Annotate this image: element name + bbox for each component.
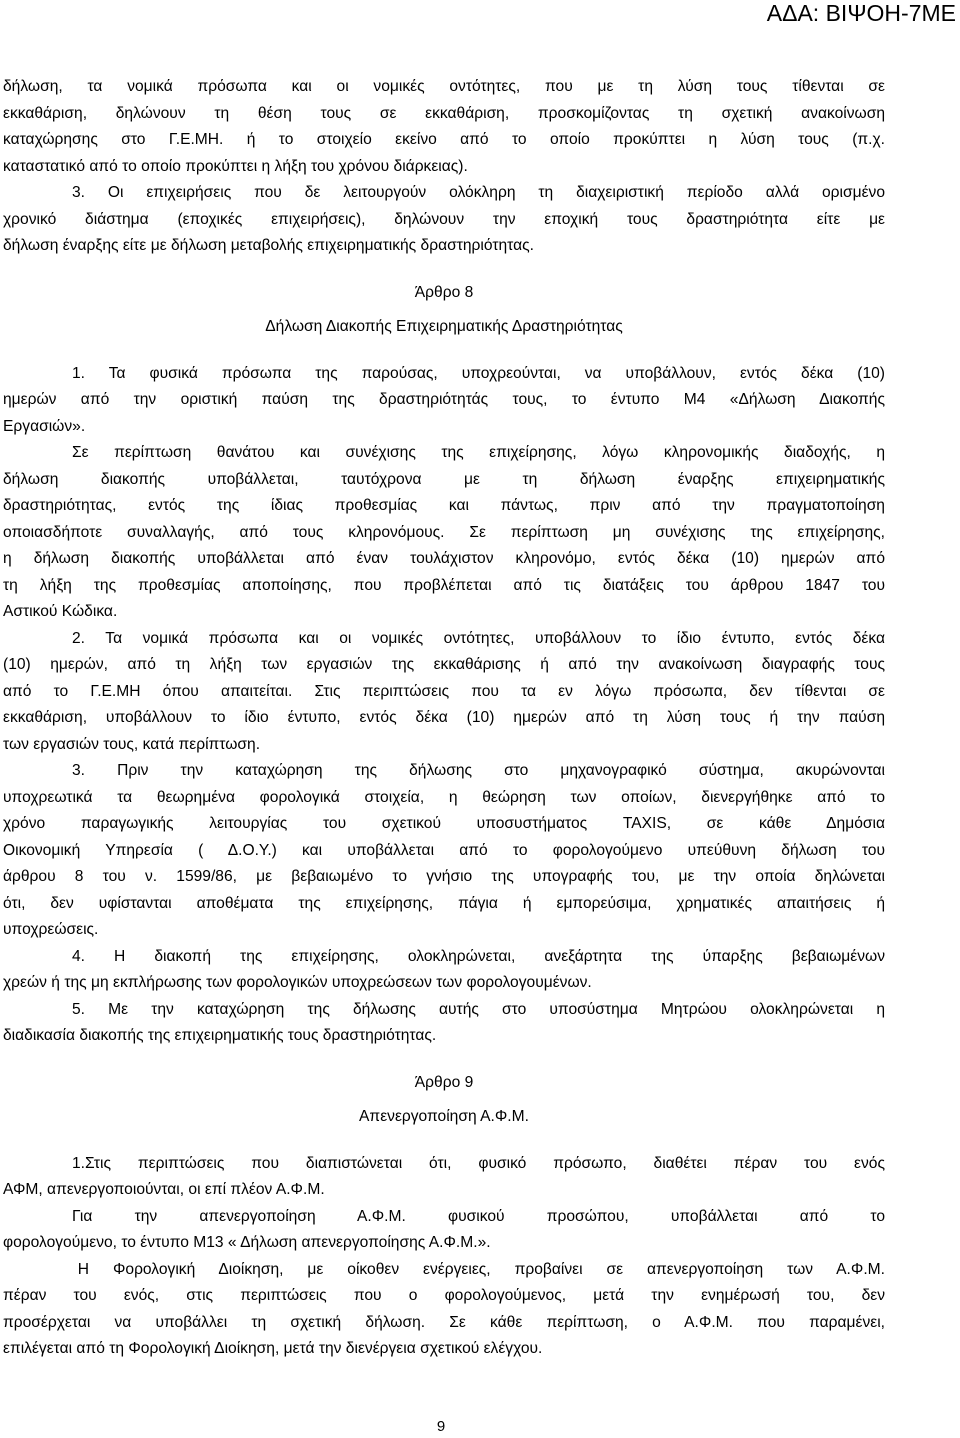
text-line: 3. Οι επιχειρήσεις που δε λειτουργούν ολόκληρη τη διαχειριστική περίοδο αλλά ορισμένο <box>72 184 885 201</box>
text-line: Οικονομική Υπηρεσία ( Δ.Ο.Υ.) και υποβάλλεται από το φορολογούμενο υπεύθυνη δήλωση του <box>3 841 885 859</box>
text-line: τη λήξη της προθεσμίας αποποίησης, που προβλέπεται από τις διατάξεις του άρθρου 1847 του <box>3 576 885 594</box>
text-line: πέραν του ενός, στις περιπτώσεις που ο φορολογούμενος, μετά την ενημέρωσή του, δεν <box>3 1287 885 1304</box>
text-line: 5. Με την καταχώρηση της δήλωσης αυτής στο υποσύστημα Μητρώου ολοκληρώνεται η <box>72 1000 885 1018</box>
text-line: προσέρχεται να υποβάλλει τη σχετική δήλωση. Σε κάθε περίπτωση, ο Α.Φ.Μ. που παραμένει, <box>3 1313 885 1331</box>
text-line: η δήλωση διακοπής υποβάλλεται από έναν τουλάχιστον κληρονόμο, εντός δέκα (10) ημερών από <box>3 550 885 567</box>
text-line: άρθρου 8 του ν. 1599/86, με βεβαιωμένο το γνήσιο της υπογραφής του, με την οποία δηλώνεται <box>3 868 885 885</box>
text-line: δήλωση έναρξης είτε με δήλωση μεταβολής επιχειρηματικής δραστηριότητας. <box>3 237 534 254</box>
text-line: Αστικού Κώδικα. <box>3 603 118 620</box>
text-line: δήλωση διακοπής υποβάλλεται, ταυτόχρονα με τη δήλωση έναρξης επιχειρηματικής <box>3 470 885 488</box>
text-line: χρεών ή της μη εκπλήρωσης των φορολογικών υποχρεώσεων των φορολογουμένων. <box>3 974 592 991</box>
ada-header: ΑΔΑ: ΒΙΨΟΗ-7ΜΕ <box>766 0 956 26</box>
text-line: υποχρεώσεις. <box>3 921 99 938</box>
text-line: των εργασιών τους, κατά περίπτωση. <box>3 735 261 753</box>
text-line: δήλωση, τα νομικά πρόσωπα και οι νομικές οντότητες, που με τη λύση τους τίθενται σε <box>3 78 885 95</box>
text-line: Η Φορολογική Διοίκηση, με οίκοθεν ενέργειες, προβαίνει σε απενεργοποίηση των Α.Φ.Μ. <box>77 1260 885 1278</box>
text-line: 1. Τα φυσικά πρόσωπα της παρούσας, υποχρεούνται, να υποβάλλουν, εντός δέκα (10) <box>72 364 885 382</box>
text-line: καταχώρησης στο Γ.Ε.ΜΗ. ή το στοιχείο εκείνο από το οποίο προκύπτει η λύση τους (π.χ. <box>3 131 885 148</box>
text-line: διαδικασία διακοπής της επιχειρηματικής τους δραστηριότητας. <box>3 1027 437 1044</box>
text-line: χρόνο παραγωγικής λειτουργίας του σχετικού υποσυστήματος TAXIS, σε κάθε Δημόσια <box>3 815 885 832</box>
article-9-number: Άρθρο 9 <box>414 1073 474 1091</box>
text-line: ότι, δεν υφίστανται αποθέματα της επιχείρησης, πάγια ή εμπορεύσιμα, χρηματικές απαιτήσεις ή <box>3 894 885 912</box>
document-body <box>3 74 885 1363</box>
text-line: φορολογούμενο, το έντυπο Μ13 « Δήλωση απενεργοποίησης Α.Φ.Μ.». <box>3 1234 491 1251</box>
text-line: Σε περίπτωση θανάτου και συνέχισης της επιχείρησης, λόγω κληρονομικής διαδοχής, η <box>72 444 885 461</box>
text-line: ημερών από την οριστική παύση της δραστηριότητάς τους, το έντυπο Μ4 «Δήλωση Διακοπής <box>3 391 885 408</box>
article-8-title: Δήλωση Διακοπής Επιχειρηματικής Δραστηριότητας <box>265 318 623 335</box>
text-line: καταστατικό από το οποίο προκύπτει η λήξη του χρόνου διάρκειας). <box>3 157 468 175</box>
paragraph-block-3 <box>3 1151 885 1363</box>
text-line: επιλέγεται από τη Φορολογική Διοίκηση, μετά την διενέργεια σχετικού ελέγχου. <box>3 1340 543 1357</box>
text-line: Για την απενεργοποίηση Α.Φ.Μ. φυσικού προσώπου, υποβάλλεται από το <box>72 1207 885 1225</box>
text-line: υποχρεωτικά τα θεωρημένα φορολογικά στοιχεία, η θεώρηση των οποίων, διενεργήθηκε από το <box>3 788 885 806</box>
article-9-title: Απενεργοποίηση Α.Φ.Μ. <box>359 1108 529 1125</box>
text-line: από το Γ.Ε.ΜΗ όπου απαιτείται. Στις περιπτώσεις που τα εν λόγω πρόσωπα, δεν τίθενται σε <box>3 682 885 700</box>
page-number: 9 <box>436 1418 446 1435</box>
text-line: οποιασδήποτε συναλλαγής, από τους κληρονόμους. Σε περίπτωση μη συνέχισης της επιχείρησης, <box>3 523 885 541</box>
text-line: Εργασιών». <box>3 417 86 435</box>
text-line: εκκαθάριση, δηλώνουν τη θέση τους σε εκκαθάριση, προσκομίζοντας τη σχετική ανακοίνωση <box>3 104 885 122</box>
text-line: ΑΦΜ, απενεργοποιούνται, οι επί πλέον Α.Φ.Μ. <box>3 1181 325 1198</box>
paragraph-block-1 <box>3 74 885 260</box>
text-line: δραστηριότητας, εντός της ίδιας προθεσμίας και πάντως, πριν από την πραγματοποίηση <box>3 497 885 514</box>
text-line: 3. Πριν την καταχώρηση της δήλωσης στο μηχανογραφικό σύστημα, ακυρώνονται <box>72 762 885 779</box>
text-line: 4. Η διακοπή της επιχείρησης, ολοκληρώνεται, ανεξάρτητα της ύπαρξης βεβαιωμένων <box>72 947 885 965</box>
article-8-number: Άρθρο 8 <box>414 283 474 301</box>
text-line: 1.Στις περιπτώσεις που διαπιστώνεται ότι, φυσικό πρόσωπο, διαθέτει πέραν του ενός <box>72 1154 885 1172</box>
text-line: (10) ημερών, από τη λήξη των εργασιών της εκκαθάρισης ή από την ανακοίνωση διαγραφής τους <box>3 656 885 673</box>
text-line: χρονικό διάστημα (εποχικές επιχειρήσεις), δηλώνουν την εποχική τους δραστηριότητα είτε με <box>3 210 885 228</box>
paragraph-block-2 <box>3 361 885 1050</box>
text-line: εκκαθάριση, υποβάλλουν το ίδιο έντυπο, εντός δέκα (10) ημερών από τη λύση τους ή την παύση <box>3 709 885 726</box>
text-line: 2. Τα νομικά πρόσωπα και οι νομικές οντότητες, υποβάλλουν το ίδιο έντυπο, εντός δέκα <box>72 629 885 647</box>
